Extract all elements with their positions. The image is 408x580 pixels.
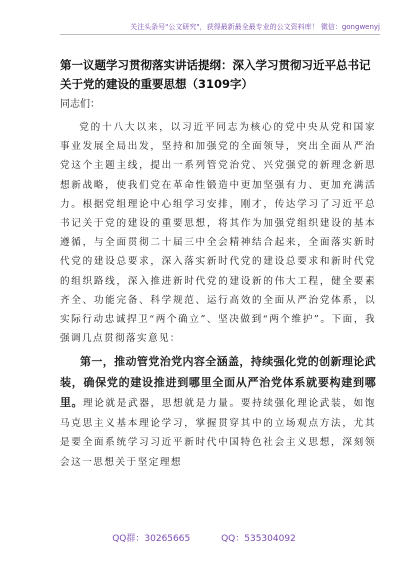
paragraph-2-heading: 第一，推动管党治党内容全涵盖，持续强化党的创新理论武装，确保党的建设推进到哪里全面从严治党体系就要构建到哪里。 <box>60 355 376 410</box>
document-body <box>60 56 376 472</box>
document-title: 第一议题学习贯彻落实讲话提纲：深入学习贯彻习近平总书记关于党的建设的重要思想（3109字） <box>60 58 371 91</box>
footer-qq-group: QQ群：30265665 <box>112 534 191 544</box>
paragraph-2-text: 理论就是武器，思想就是力量。要持续强化理论武装，如饱马克思主义基本理论学习，掌握贯穿其中的立场观点方法，尤其是要全面系统学习习近平新时代中国特色社会主义思想，深刻领会这一思想关于坚定理想 <box>60 398 376 468</box>
paragraph-2 <box>60 352 376 472</box>
greeting: 同志们： <box>60 99 100 110</box>
footer-qq: QQ：535304092 <box>221 534 296 544</box>
header-divider <box>60 34 380 35</box>
page-header: 关注头条号"公文研究"，获得最新最全最专业的公文资料库！ 微信：gongwenyj <box>130 23 380 31</box>
paragraph-1: 党的十八大以来，以习近平同志为核心的党中央从党和国家事业发展全局出发，坚持和加强党的全面领导，突出全面从严治党这个主题主线，提出一系列管党治党、兴党强党的新理念新思想新战略，使我们党在革命性锻造中更加坚强有力、更加充满活力。根据党组理论中心组学习安排，刚才，传达学习了习近平总书记关于党的建设的重要思想，将其作为加强党组织建设的基本遵循，与全面贯彻二十届三中全会精神结合起来，全面落实新时代党的建设总要求，深入落实新时代党的建设总要求和新时代党的组织路线，深入推进新时代党的建设新的伟大工程，健全要素齐全、功能完备、科学规范、运行高效的全面从严治党体系，以实际行动忠诚捍卫“两个确立”、坚决做到“两个维护”。下面，我强调几点贯彻落实意见： <box>60 122 376 345</box>
page-footer <box>0 531 408 544</box>
